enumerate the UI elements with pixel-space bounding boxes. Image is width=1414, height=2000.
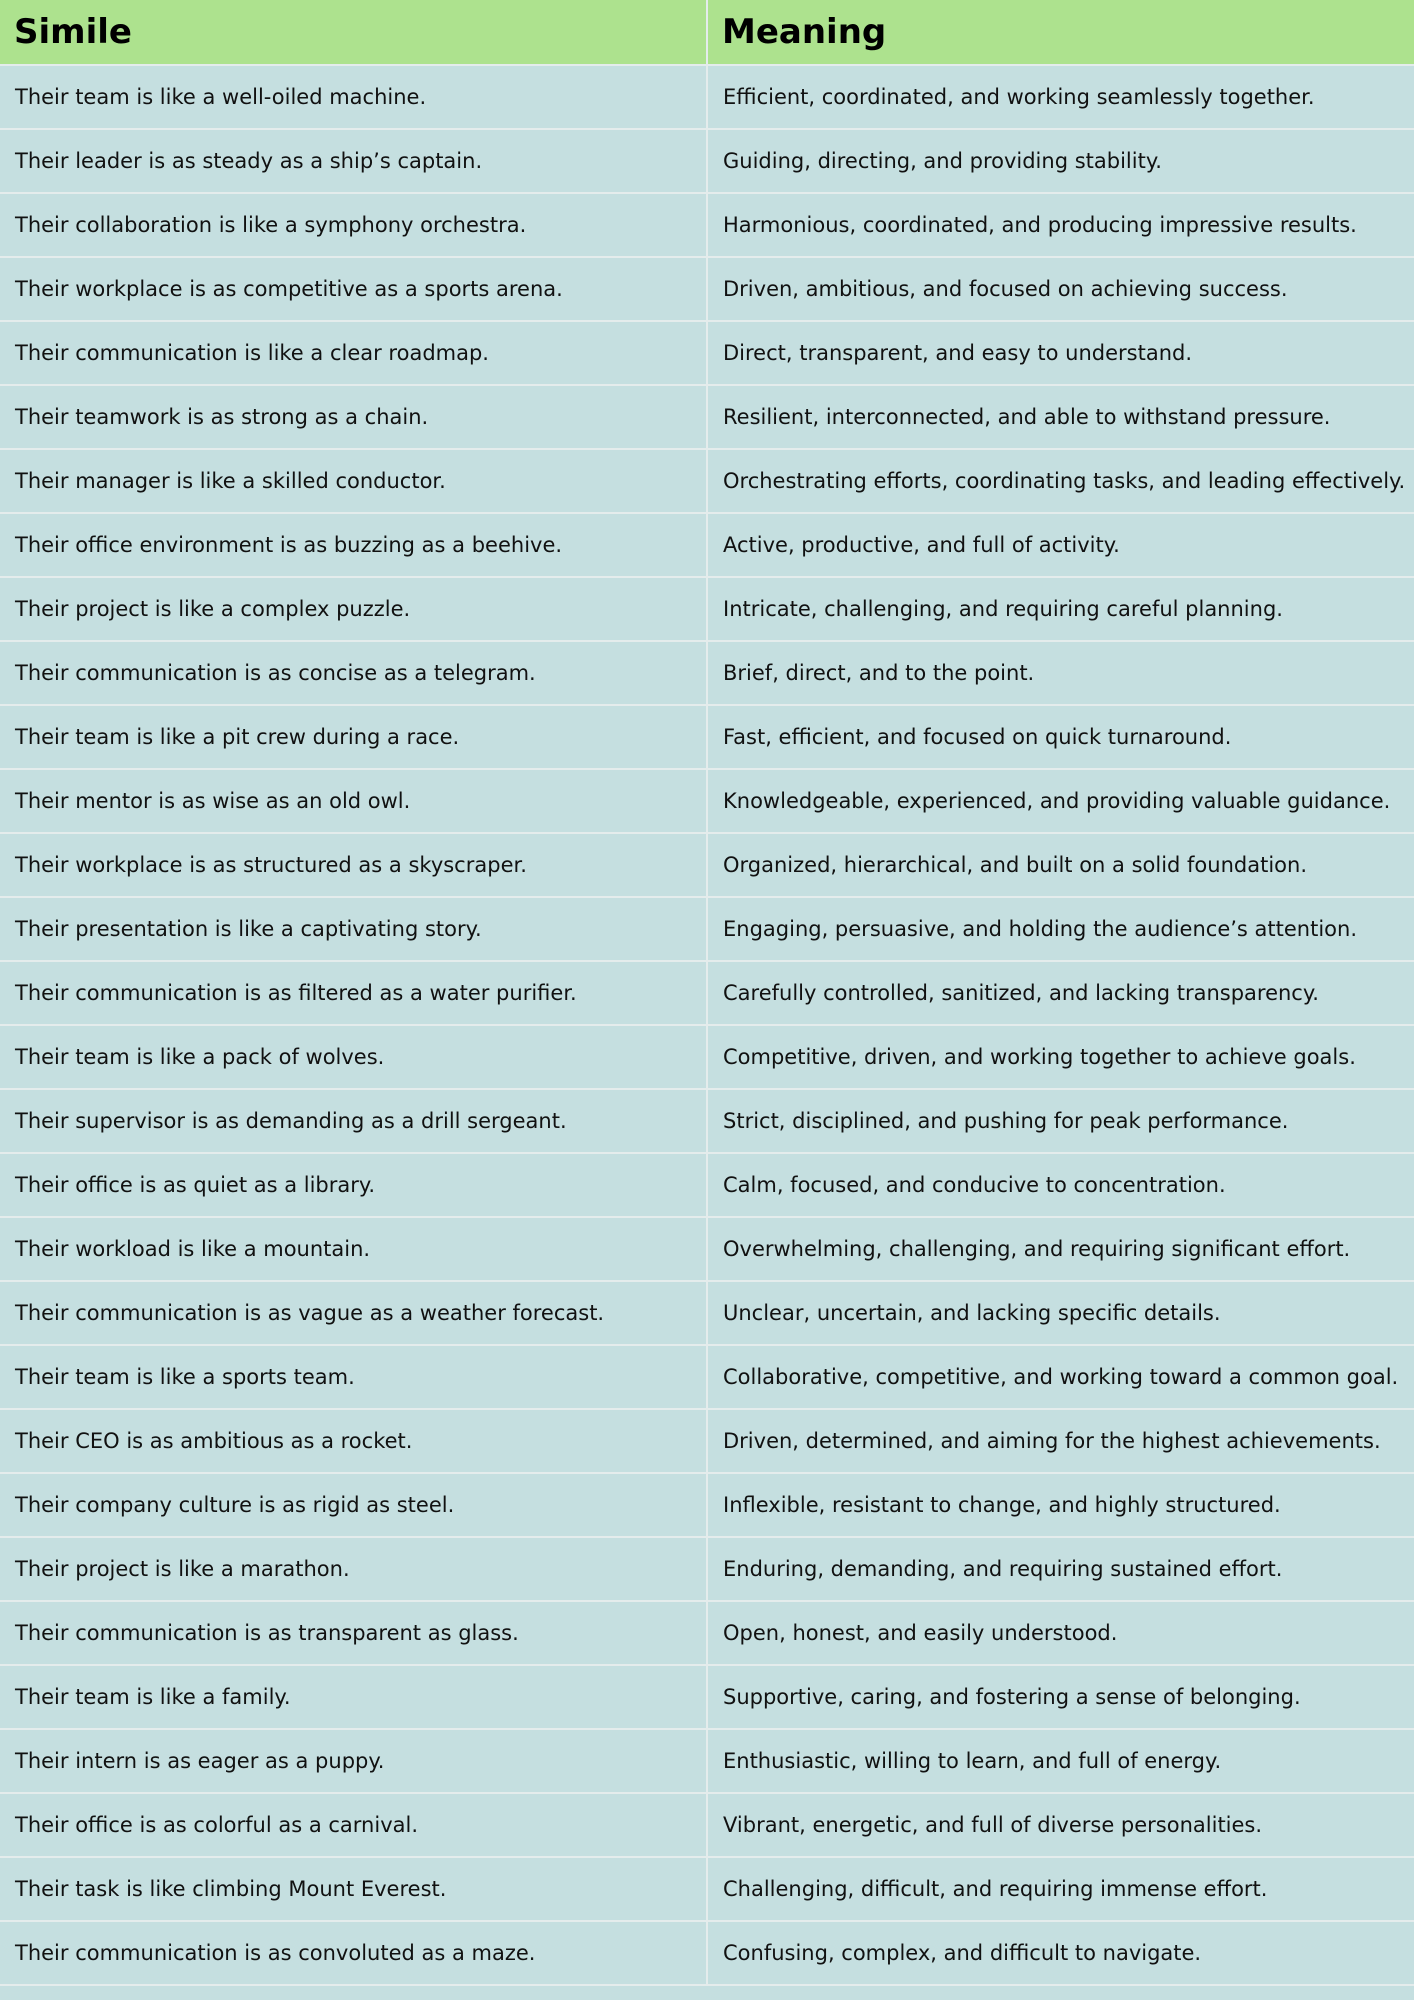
meaning-cell: Orchestrating efforts, coordinating tasks, and leading effectively. — [707, 449, 1414, 513]
simile-cell: Their workplace is as structured as a skyscraper. — [0, 833, 707, 897]
meaning-cell: Confusing, complex, and difficult to navigate. — [707, 1921, 1414, 1985]
simile-cell: Their intern is as eager as a puppy. — [0, 1729, 707, 1793]
table-row — [0, 897, 1414, 961]
simile-cell: Their team is like a pack of wolves. — [0, 1025, 707, 1089]
table-row — [0, 705, 1414, 769]
table-row — [0, 769, 1414, 833]
table-row — [0, 1857, 1414, 1921]
table-row — [0, 961, 1414, 1025]
table-row — [0, 321, 1414, 385]
simile-cell: Their collaboration is like a symphony orchestra. — [0, 193, 707, 257]
table-row — [0, 1153, 1414, 1217]
simile-cell: Their presentation is like a captivating story. — [0, 897, 707, 961]
simile-cell: Their office is as colorful as a carnival. — [0, 1793, 707, 1857]
table-row — [0, 129, 1414, 193]
simile-cell: Their workplace is as competitive as a sports arena. — [0, 257, 707, 321]
simile-cell: Their project is like a marathon. — [0, 1537, 707, 1601]
header-simile: Simile — [0, 0, 707, 65]
meaning-cell: Calm, focused, and conducive to concentration. — [707, 1153, 1414, 1217]
simile-cell: Their manager is like a skilled conductor. — [0, 449, 707, 513]
meaning-cell: Organized, hierarchical, and built on a solid foundation. — [707, 833, 1414, 897]
meaning-cell: Guiding, directing, and providing stability. — [707, 129, 1414, 193]
meaning-cell: Strict, disciplined, and pushing for peak performance. — [707, 1089, 1414, 1153]
simile-cell: Their teamwork is as strong as a chain. — [0, 385, 707, 449]
simile-cell: Their communication is as transparent as glass. — [0, 1601, 707, 1665]
simile-cell: Their communication is as filtered as a water purifier. — [0, 961, 707, 1025]
header-meaning: Meaning — [707, 0, 1414, 65]
meaning-cell: Driven, ambitious, and focused on achieving success. — [707, 257, 1414, 321]
simile-cell: Their mentor is as wise as an old owl. — [0, 769, 707, 833]
simile-cell: Their CEO is as ambitious as a rocket. — [0, 1409, 707, 1473]
table-row — [0, 1089, 1414, 1153]
meaning-cell: Supportive, caring, and fostering a sense of belonging. — [707, 1665, 1414, 1729]
table-row — [0, 577, 1414, 641]
meaning-cell: Direct, transparent, and easy to understand. — [707, 321, 1414, 385]
meaning-cell: Brief, direct, and to the point. — [707, 641, 1414, 705]
table-row — [0, 65, 1414, 129]
meaning-cell: Competitive, driven, and working together to achieve goals. — [707, 1025, 1414, 1089]
simile-cell: Their company culture is as rigid as steel. — [0, 1473, 707, 1537]
meaning-cell: Vibrant, energetic, and full of diverse personalities. — [707, 1793, 1414, 1857]
meaning-cell: Overwhelming, challenging, and requiring significant effort. — [707, 1217, 1414, 1281]
simile-cell: Their task is like climbing Mount Everest. — [0, 1857, 707, 1921]
meaning-cell: Resilient, interconnected, and able to withstand pressure. — [707, 385, 1414, 449]
meaning-cell: Enduring, demanding, and requiring sustained effort. — [707, 1537, 1414, 1601]
table-row — [0, 1921, 1414, 1985]
table-row — [0, 513, 1414, 577]
simile-cell: Their team is like a family. — [0, 1665, 707, 1729]
meaning-cell: Knowledgeable, experienced, and providing valuable guidance. — [707, 769, 1414, 833]
meaning-cell: Efficient, coordinated, and working seamlessly together. — [707, 65, 1414, 129]
meaning-cell: Driven, determined, and aiming for the highest achievements. — [707, 1409, 1414, 1473]
table-row — [0, 1537, 1414, 1601]
table-row — [0, 385, 1414, 449]
meaning-cell: Active, productive, and full of activity. — [707, 513, 1414, 577]
table-row — [0, 1729, 1414, 1793]
simile-cell: Their communication is like a clear roadmap. — [0, 321, 707, 385]
meaning-cell: Open, honest, and easily understood. — [707, 1601, 1414, 1665]
simile-cell: Their team is like a pit crew during a race. — [0, 705, 707, 769]
simile-cell: Their project is like a complex puzzle. — [0, 577, 707, 641]
table-row — [0, 1025, 1414, 1089]
table-row — [0, 641, 1414, 705]
table-row — [0, 449, 1414, 513]
meaning-cell: Harmonious, coordinated, and producing impressive results. — [707, 193, 1414, 257]
meaning-cell: Unclear, uncertain, and lacking specific details. — [707, 1281, 1414, 1345]
simile-cell: Their communication is as concise as a telegram. — [0, 641, 707, 705]
table-body — [0, 65, 1414, 1985]
meaning-cell: Fast, efficient, and focused on quick turnaround. — [707, 705, 1414, 769]
meaning-cell: Inflexible, resistant to change, and highly structured. — [707, 1473, 1414, 1537]
table-row — [0, 1345, 1414, 1409]
table-row — [0, 833, 1414, 897]
table-row — [0, 193, 1414, 257]
meaning-cell: Carefully controlled, sanitized, and lacking transparency. — [707, 961, 1414, 1025]
table-row — [0, 1409, 1414, 1473]
table-row — [0, 1793, 1414, 1857]
table-row — [0, 1473, 1414, 1537]
table-row — [0, 1281, 1414, 1345]
table-row — [0, 1665, 1414, 1729]
header-row — [0, 0, 1414, 65]
table-row — [0, 1217, 1414, 1281]
meaning-cell: Challenging, difficult, and requiring immense effort. — [707, 1857, 1414, 1921]
meaning-cell: Engaging, persuasive, and holding the audience’s attention. — [707, 897, 1414, 961]
table-row — [0, 257, 1414, 321]
simile-cell: Their communication is as convoluted as a maze. — [0, 1921, 707, 1985]
simile-cell: Their workload is like a mountain. — [0, 1217, 707, 1281]
table-header — [0, 0, 1414, 65]
simile-cell: Their office environment is as buzzing as a beehive. — [0, 513, 707, 577]
table-row — [0, 1601, 1414, 1665]
meaning-cell: Collaborative, competitive, and working toward a common goal. — [707, 1345, 1414, 1409]
simile-cell: Their supervisor is as demanding as a drill sergeant. — [0, 1089, 707, 1153]
simile-cell: Their communication is as vague as a weather forecast. — [0, 1281, 707, 1345]
simile-cell: Their office is as quiet as a library. — [0, 1153, 707, 1217]
simile-cell: Their leader is as steady as a ship’s captain. — [0, 129, 707, 193]
simile-cell: Their team is like a sports team. — [0, 1345, 707, 1409]
meaning-cell: Enthusiastic, willing to learn, and full of energy. — [707, 1729, 1414, 1793]
meaning-cell: Intricate, challenging, and requiring careful planning. — [707, 577, 1414, 641]
simile-cell: Their team is like a well-oiled machine. — [0, 65, 707, 129]
